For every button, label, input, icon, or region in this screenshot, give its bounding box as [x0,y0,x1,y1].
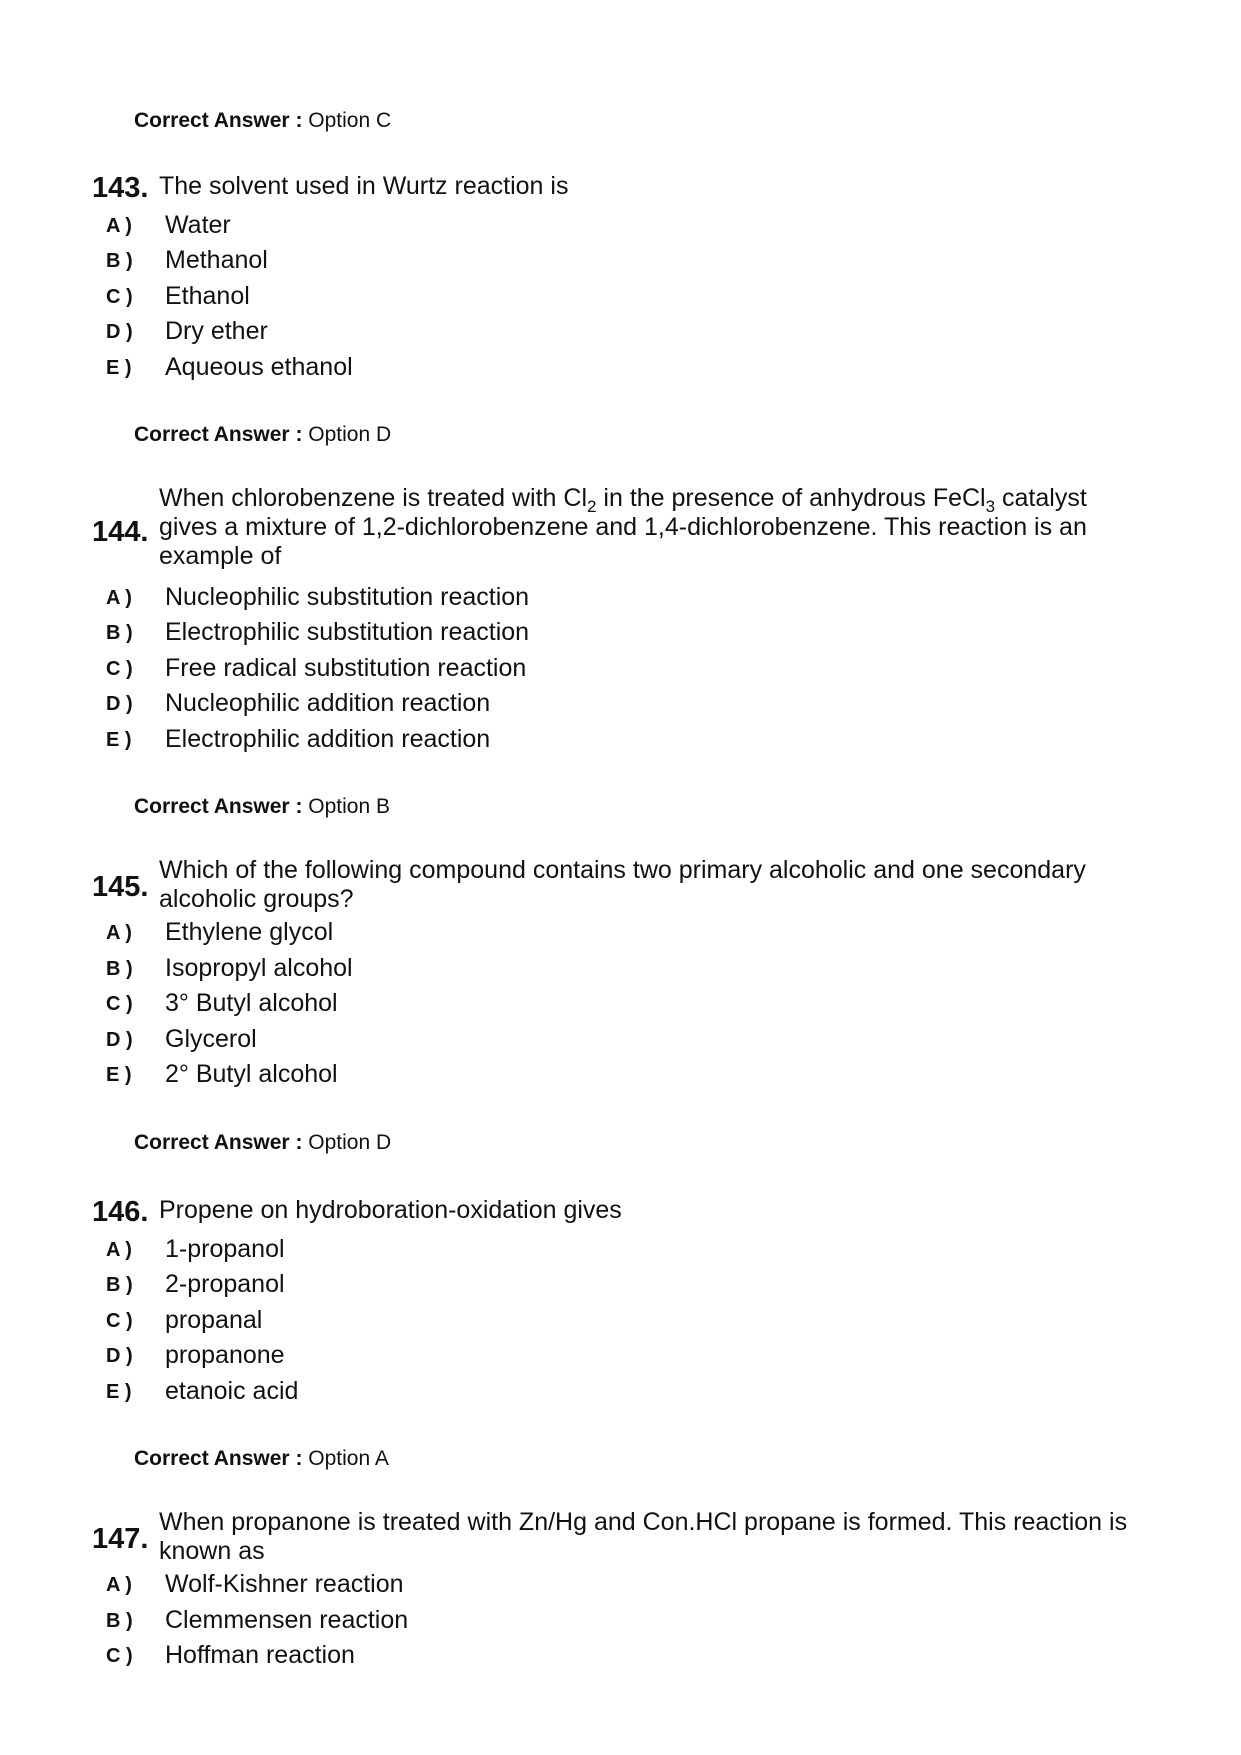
correct-answer-value: Option A [308,1447,389,1470]
option-label: D ) [106,321,133,343]
correct-answer-label: Correct Answer : [134,423,303,446]
correct-answer-label: Correct Answer : [134,795,303,818]
option-text: Ethylene glycol [165,918,334,946]
correct-answer [134,1131,391,1155]
question-text-line: The solvent used in Wurtz reaction is [159,172,569,200]
option-label: A ) [106,1574,132,1596]
question-text-line: alcoholic groups? [159,885,354,913]
question-text [159,172,568,201]
question-number: 147. [92,1523,149,1555]
correct-answer [134,795,390,819]
correct-answer [134,1447,389,1471]
option-text: 2° Butyl alcohol [165,1060,338,1088]
question-text [159,1508,1127,1566]
option-text: Electrophilic substitution reaction [165,618,530,646]
option-label: B ) [106,1274,133,1296]
option-text: Glycerol [165,1025,257,1053]
correct-answer-label: Correct Answer : [134,1131,303,1154]
option-label: B ) [106,1610,133,1632]
option-label: C ) [106,993,133,1015]
question-text-line: When propanone is treated with Zn/Hg and Con.HCl propane is formed. This reaction is [159,1508,1128,1536]
question-number: 143. [92,172,149,204]
question-number: 146. [92,1196,149,1228]
option-text: Electrophilic addition reaction [165,725,491,753]
correct-answer-label: Correct Answer : [134,1447,303,1470]
option-label: A ) [106,587,132,609]
option-label: E ) [106,1064,132,1086]
question-number: 145. [92,871,149,903]
question-text-line: known as [159,1537,265,1565]
correct-answer-prev [134,109,391,133]
option-text: 3° Butyl alcohol [165,989,338,1017]
correct-answer-value: Option B [308,795,390,818]
option-text: 2-propanol [165,1270,285,1298]
question-text [159,1196,622,1225]
option-label: E ) [106,1381,132,1403]
question-text-line: Which of the following compound contains two primary alcoholic and one secondary [159,856,1086,884]
question-text-line: Propene on hydroboration-oxidation gives [159,1196,622,1224]
question-number: 144. [92,516,149,548]
option-text: propanone [165,1341,285,1369]
option-label: A ) [106,1239,132,1261]
correct-answer-value: Option C [308,109,392,132]
correct-answer-label: Correct Answer : [134,109,303,132]
question-text [159,856,1086,914]
option-label: D ) [106,693,133,715]
option-text: Hoffman reaction [165,1641,355,1669]
question-text [159,484,1087,571]
option-label: C ) [106,658,133,680]
option-label: C ) [106,286,133,308]
correct-answer [134,423,391,447]
option-label: A ) [106,215,132,237]
subscript: 2 [587,497,597,516]
option-text: Nucleophilic addition reaction [165,689,491,717]
option-text: Water [165,211,231,239]
option-label: C ) [106,1645,133,1667]
question-text-line: gives a mixture of 1,2-dichlorobenzene and 1,4-dichlorobenzene. This reaction is an [159,513,1087,541]
correct-answer-value: Option D [308,1131,392,1154]
option-text: 1-propanol [165,1235,285,1263]
option-label: C ) [106,1310,133,1332]
option-text: Free radical substitution reaction [165,654,527,682]
option-text: Dry ether [165,317,268,345]
option-label: D ) [106,1029,133,1051]
option-label: B ) [106,250,133,272]
option-text: Nucleophilic substitution reaction [165,583,530,611]
option-text: Isopropyl alcohol [165,954,353,982]
question-text-line: When chlorobenzene is treated with $Cl_2$ in the presence of anhydrous FeCl$_3$ catalyst [159,484,1087,516]
option-label: B ) [106,958,133,980]
option-text: Ethanol [165,282,250,310]
question-text-line: example of [159,542,282,570]
option-text: Aqueous ethanol [165,353,353,381]
option-label: B ) [106,622,133,644]
option-text: propanal [165,1306,263,1334]
option-label: D ) [106,1345,133,1367]
subscript: 3 [985,497,996,516]
option-text: Wolf-Kishner reaction [165,1570,404,1598]
option-label: A ) [106,922,132,944]
option-text: Methanol [165,246,268,274]
correct-answer-value: Option D [308,423,392,446]
option-text: etanoic acid [165,1377,299,1405]
option-text: Clemmensen reaction [165,1606,409,1634]
option-label: E ) [106,729,132,751]
option-label: E ) [106,357,132,379]
